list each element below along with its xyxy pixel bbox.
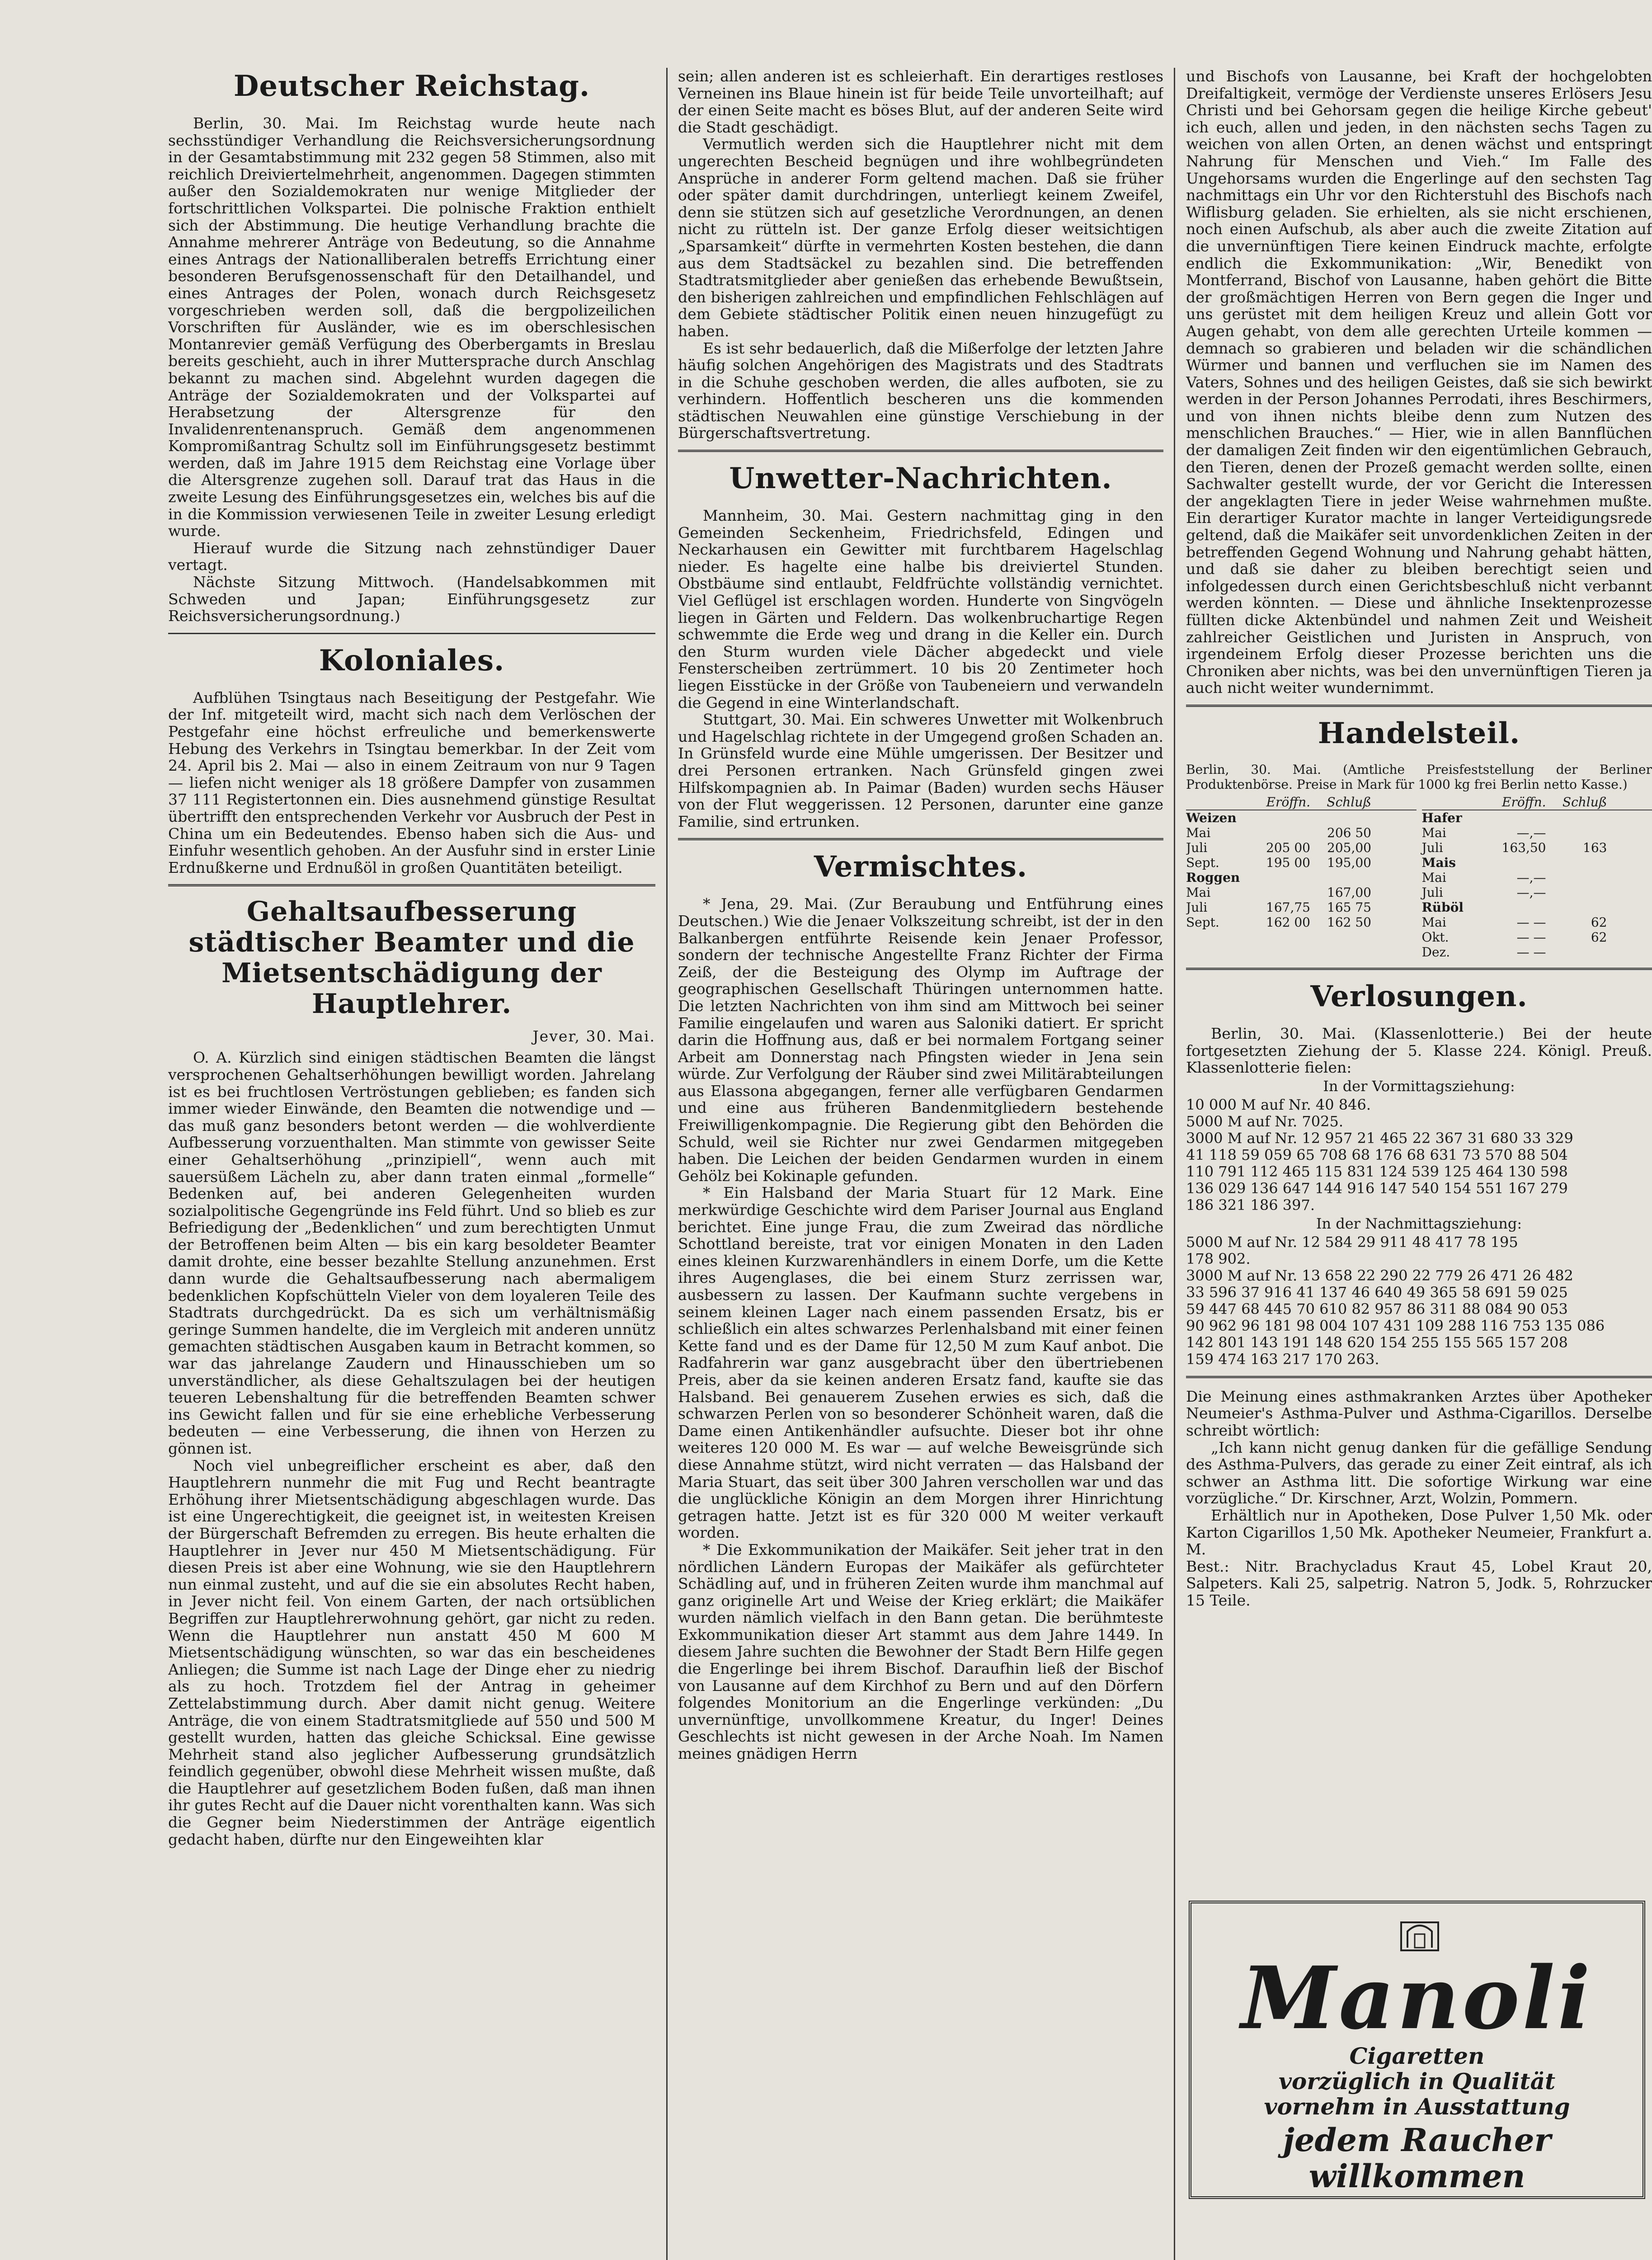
- market-row: [1186, 915, 1417, 930]
- lottery-line: 90 962 96 181 98 004 107 431 109 288 116 753 135 086: [1186, 1317, 1605, 1334]
- section-divider: [1186, 1376, 1652, 1378]
- commodity-name: Roggen: [1186, 870, 1240, 885]
- market-row: [1422, 900, 1652, 915]
- close-price: [1546, 825, 1607, 840]
- gehalt-continued-2: Vermutlich werden sich die Hauptlehrer nicht mit dem ungerechten Bescheid begnügen und ihre wohlbegründeten Ansprüche in anderer Form geltend machen. Daß sie früher oder später damit durchdringen, unterliegt keinem Zweifel, denn sie stützen sich auf gesetzliche Verordnungen, an denen nicht zu rütteln ist. Der ganze Erfolg dieser weitsichtigen „Sparsamkeit“ dürfte in vermehrten Kosten bestehen, die dann aus dem Stadtsäckel zu bezahlen sind. Die betreffenden Stadtratsmitglieder aber genießen das erhebende Bewußtsein, den bisherigen zahlreichen und empfindlichen Fehlschlägen auf dem Gebiete städtischer Politik einen neuen hinzugefügt zu haben.: [678, 135, 1163, 340]
- lottery-line: 5000 M auf Nr. 7025.: [1186, 1112, 1343, 1130]
- close-price: [1546, 855, 1607, 870]
- lottery-line: 10 000 M auf Nr. 40 846.: [1186, 1096, 1371, 1113]
- close-price: 206 50: [1327, 825, 1371, 840]
- open-price: —,—: [1516, 885, 1546, 900]
- col-close-label: Schluß: [1327, 794, 1371, 810]
- market-row: [1422, 810, 1652, 825]
- commodity-name: Juli: [1421, 840, 1443, 855]
- lottery-line: 59 447 68 445 70 610 82 957 86 311 88 084 90 053: [1186, 1300, 1568, 1318]
- gehalt-paragraph-2: Noch viel unbegreiflicher erscheint es aber, daß den Hauptlehrern nunmehr die mit Fug und Recht beantragte Erhöhung ihrer Mietsentschädigung abgeschlagen wurde. Das ist eine Ungerechtigkeit, die geeignet ist, in weitesten Kreisen der Bürgerschaft Befremden zu erregen. Bis heute erhalten die Hauptlehrer in Jever nur 450 M Mietsentschädigung. Für diesen Preis ist aber eine Wohnung, wie sie den Hauptlehrern nun einmal zusteht, und auf die sie ein absolutes Recht haben, in Jever nicht feil. Von einem Garten, der nach ortsüblichen Begriffen zur Hauptlehrerwohnung gehört, gar nicht zu reden. Wenn die Hauptlehrer nun anstatt 450 M 600 M Mietsentschädigung wünschten, so war das ein bescheidenes Anliegen; die Summe ist nach Lage der Dinge eher zu niedrig als zu hoch. Trotzdem fiel der Antrag in geheimer Zettelabstimmung durch. Aber damit nicht genug. Weitere Anträge, die von einem Stadtratsmitgliede auf 550 und 500 M gestellt wurden, hatten das gleiche Schicksal. Eine gewisse Mehrheit stand also jeglicher Aufbesserung grundsätzlich feindlich gegenüber, obwohl diese Mehrheit wissen mußte, daß die Hauptlehrer auf gesetzlichem Boden fußen, daß man ihnen ihr gutes Recht auf die Dauer nicht vorenthalten kann. Was sich die Gegner beim Niederstimmen der Anträge eigentlich gedacht haben, dürfte nur den Eingeweihten klar: [168, 1456, 655, 1848]
- section-divider: [678, 450, 1163, 452]
- market-header-row: [1186, 795, 1417, 810]
- market-row: [1422, 825, 1652, 840]
- commodity-name: Mais: [1421, 855, 1456, 870]
- market-intro: Berlin, 30. Mai. (Amtliche Preisfeststellung der Berliner Produktenbörse. Preise in Mark für 1000 kg frei Berlin netto Kasse.): [1186, 762, 1652, 792]
- close-price: [1546, 810, 1607, 825]
- commodity-name: Juli: [1421, 885, 1443, 900]
- section-divider: [1186, 968, 1652, 970]
- lottery-line: 178 902.: [1186, 1250, 1251, 1267]
- commodity-name: Dez.: [1421, 944, 1450, 960]
- commodity-name: Okt.: [1421, 929, 1449, 945]
- lottery-line: 159 474 163 217 170 263.: [1186, 1350, 1379, 1368]
- market-row: [1186, 900, 1417, 915]
- section-divider: [168, 633, 655, 634]
- col-open-label: Eröffn.: [1502, 794, 1546, 810]
- lottery-list: [1186, 1025, 1652, 1368]
- open-price: — —: [1516, 914, 1546, 930]
- commodity-name: Mai: [1421, 825, 1446, 840]
- column-1: [168, 68, 655, 2260]
- verlosungen-title: Verlosungen.: [1310, 979, 1528, 1013]
- gehalt-dateline: Jever, 30. Mai.: [532, 1027, 655, 1045]
- open-price: [1249, 870, 1310, 885]
- market-row: [1186, 885, 1417, 900]
- market-table-left: [1186, 795, 1417, 960]
- close-price: [1310, 810, 1371, 825]
- gehalt-continued-3: Es ist sehr bedauerlich, daß die Mißerfolge der letzten Jahre häufig solchen Angehörigen des Magistrats und des Stadtrats in die Schuhe geschoben werden, die alles aufboten, sie zu verhindern. Hoffentlich bescheren uns die kommenden städtischen Neuwahlen eine günstige Verschiebung in der Bürgerschaftsvertretung.: [678, 339, 1163, 442]
- market-table-right: [1422, 795, 1652, 960]
- close-price: [1310, 870, 1371, 885]
- commodity-name: Mai: [1421, 914, 1446, 930]
- commodity-name: Sept.: [1186, 855, 1219, 870]
- market-row: [1422, 945, 1652, 960]
- asthma-advertisement: [1186, 1388, 1652, 1609]
- unwetter-mannheim: Mannheim, 30. Mai. Gestern nachmittag ging in den Gemeinden Seckenheim, Friedrichsfeld, Edingen und Neckarhausen ein Gewitter mit furchtbarem Hagelschlag nieder. Es hagelte eine halbe bis dreiviertel Stunden. Obstbäume sind entlaubt, Feldfrüchte vollständig vernichtet. Viel Geflügel ist erschlagen worden. Hunderte von Singvögeln liegen in Gärten und Feldern. Das wolkenbruchartige Regen schwemmte die Erde weg und drang in die Keller ein. Durch den Sturm wurden viele Dächer abgedeckt und viele Fensterscheiben zertrümmert. 10 bis 20 Zentimeter hoch liegen Eisstücke in der Größe von Taubeneiern und verwandeln die Gegend in eine Winterlandschaft.: [678, 507, 1163, 711]
- unwetter-stuttgart: Stuttgart, 30. Mai. Ein schweres Unwetter mit Wolkenbruch und Hagelschlag richtete in der Umgegend großen Schaden an. In Grünsfeld wurde eine Mühle umgerissen. Der Besitzer und drei Personen ertranken. Nach Grünsfeld gingen zwei Hilfskompagnien ab. In Paimar (Baden) wurden sechs Häuser von der Flut weggerissen. 12 Personen, darunter eine ganze Familie, sind ertrunken.: [678, 711, 1163, 830]
- open-price: 162 00: [1266, 914, 1310, 930]
- market-row: [1186, 810, 1417, 825]
- lottery-line: 5000 M auf Nr. 12 584 29 911 48 417 78 195: [1186, 1233, 1518, 1251]
- market-row: [1186, 870, 1417, 885]
- close-price: [1546, 945, 1607, 960]
- open-price: [1485, 810, 1546, 825]
- commodity-name: Juli: [1186, 840, 1208, 855]
- open-price: [1249, 825, 1310, 840]
- manoli-advertisement: [1189, 1901, 1645, 2199]
- market-row: [1422, 885, 1652, 900]
- market-row: [1422, 930, 1652, 945]
- lottery-line: 136 029 136 647 144 916 147 540 154 551 167 279: [1186, 1179, 1568, 1197]
- open-price: — —: [1516, 944, 1546, 960]
- manoli-line-1: Cigaretten: [1349, 2043, 1485, 2069]
- section-divider: [678, 838, 1163, 840]
- lottery-line: 110 791 112 465 115 831 124 539 125 464 130 598: [1186, 1163, 1568, 1180]
- close-price: 195,00: [1327, 855, 1371, 870]
- commodity-name: Rüböl: [1421, 899, 1464, 915]
- vermischtes-maikaefer: * Die Exkommunikation der Maikäfer. Seit jeher trat in den nördlichen Ländern Europas der Maikäfer als gefürchteter Schädling auf, und in früheren Zeiten wurde ihm manchmal auf ganz originelle Art und Weise der Krieg erklärt; die Maikäfer wurden nämlich vielfach in den Bann getan. Die berühmteste Exkommunikation dieser Art stammt aus dem Jahre 1449. In diesem Jahre suchten die Bewohner der Stadt Bern Hilfe gegen die Engerlinge bei ihrem Bischof. Daraufhin ließ der Bischof von Lausanne auf dem Kirchhof zu Bern und auf den Dörfern folgendes Monitorium an die Engerlinge verkünden: „Du unvernünftige, unvollkommene Kreatur, du Inger! Deines Geschlechts ist nicht gewesen in der Arche Noah. Im Namen meines gnädigen Herrn: [678, 1540, 1163, 1763]
- open-price: —,—: [1516, 870, 1546, 885]
- market-prices: [1186, 762, 1652, 960]
- manoli-line-2: vorzüglich in Qualität: [1278, 2068, 1556, 2095]
- vermischtes-halsband: * Ein Halsband der Maria Stuart für 12 Mark. Eine merkwürdige Geschichte wird dem Pariser Journal aus England berichtet. Eine junge Frau, die zum Zweirad das nördliche Schottland bereiste, trat vor einigen Monaten in den Laden eines kleinen Kurzwarenhändlers in einem Dorfe, um die Kette ihres Augenglases, die bei einem Sturz zerrissen war, ausbessern zu lassen. Der Kaufmann suchte vergebens in seinem kleinen Lager nach einem passenden Ersatz, bis er schließlich ein altes schwarzes Perlenhalsband mit einer feinen Kette fand und es der Dame für 12,50 M zum Kauf anbot. Die Radfahrerin war ganz ausgebracht über den übertriebenen Preis, aber da sie keinen anderen Ersatz fand, kaufte sie das Halsband. Bei genauerem Zusehen erwies es sich, daß die schwarzen Perlen von so besonderer Schönheit waren, daß die Dame einen Antikenhändler aufsuchte. Dieser bot ihr ohne weiteres 120 000 M. Es war — auf welche Beweisgründe sich diese Annahme stützt, wird nicht verraten — das Halsband der Maria Stuart, das seit über 300 Jahren verschollen war und das die unglückliche Königin an dem Morgen ihrer Hinrichtung getragen hatte. Jetzt ist es für 320 000 M weiter verkauft worden.: [678, 1184, 1163, 1542]
- reichstag-text-3: Nächste Sitzung Mittwoch. (Handelsabkommen mit Schweden und Japan; Einführungsgesetz zur Reichsversicherungsordnung.): [168, 573, 655, 625]
- manoli-emblem-icon: [1399, 1916, 1440, 1952]
- lottery-line: 186 321 186 397.: [1186, 1196, 1315, 1214]
- market-row: [1422, 870, 1652, 885]
- commodity-name: Sept.: [1186, 914, 1219, 930]
- open-price: — —: [1516, 929, 1546, 945]
- market-row: [1422, 840, 1652, 855]
- close-price: 163: [1583, 840, 1607, 855]
- reichstag-text-2: Hierauf wurde die Sitzung nach zehnstündiger Dauer vertagt.: [168, 539, 655, 574]
- column-2: [678, 68, 1163, 2260]
- open-price: 195 00: [1266, 855, 1310, 870]
- gehalt-title: Gehaltsaufbesserung städtischer Beamter und die Mietsentschädigung der Hauptlehrer.: [188, 896, 635, 1020]
- lottery-line: 41 118 59 059 65 708 68 176 68 631 73 570 88 504: [1186, 1146, 1568, 1163]
- column-divider: [666, 68, 668, 2260]
- market-header-row: [1422, 795, 1652, 810]
- manoli-brand: Manoli: [1241, 1948, 1593, 2048]
- vermischtes-jena: * Jena, 29. Mai. (Zur Beraubung und Entführung eines Deutschen.) Wie die Jenaer Volkszeitung schreibt, ist der in den Balkanbergen entführte Reisende kein Jenaer Professor, sondern der technische Angestellte Franz Richter der Firma Zeiß, der die Besteigung des Olymp im Auftrage der geographischen Gesellschaft Thüringen unternommen hatte. Die letzten Nachrichten von ihm sind am Mittwoch bei seiner Familie eingelaufen und waren aus Saloniki datiert. Er spricht darin die Hoffnung aus, daß er bei normalem Fortgang seiner Arbeit am Donnerstag nach Pfingsten wieder in Jena sein würde. Zur Verfolgung der Räuber sind zwei Militärabteilungen aus Elassona abgegangen, ferner alle verfügbaren Gendarmen und eine aus früheren Bandenmitgliedern bestehende Freiwilligenkompagnie. Die Regierung gibt den Behörden die Schuld, weil sie Richter nur zwei Gendarmen mitgegeben haben. Die Leichen der beiden Gendarmen wurden in einem Gehölz bei Kokinaple gefunden.: [678, 895, 1163, 1185]
- close-price: [1546, 870, 1607, 885]
- commodity-name: Juli: [1186, 899, 1208, 915]
- close-price: 165 75: [1327, 899, 1371, 915]
- asthma-ad-ingredients: Best.: Nitr. Brachycladus Kraut 45, Lobel Kraut 20, Salpeters. Kali 25, salpetrig. Natron 5, Jodk. 5, Rohrzucker 15 Teile.: [1186, 1557, 1652, 1609]
- col-close-label: Schluß: [1562, 794, 1607, 810]
- asthma-ad-text-2: Erhältlich nur in Apotheken, Dose Pulver 1,50 Mk. oder Karton Cigarillos 1,50 Mk. Apotheker Neumeier, Frankfurt a. M.: [1186, 1506, 1652, 1558]
- lottery-morning-heading: In der Vormittagsziehung:: [1323, 1077, 1515, 1095]
- close-price: 162 50: [1327, 914, 1371, 930]
- lottery-line: 142 801 143 191 148 620 154 255 155 565 157 208: [1186, 1333, 1568, 1351]
- reichstag-title: Deutscher Reichstag.: [233, 69, 590, 103]
- close-price: 205,00: [1327, 840, 1371, 855]
- market-row: [1422, 855, 1652, 870]
- lottery-line: 33 596 37 916 41 137 46 640 49 365 58 691 59 025: [1186, 1283, 1568, 1301]
- manoli-line-3: vornehm in Ausstattung: [1264, 2093, 1570, 2120]
- open-price: [1249, 885, 1310, 900]
- open-price: [1485, 900, 1546, 915]
- close-price: 62: [1591, 929, 1607, 945]
- lottery-morning-lines: [1186, 1097, 1652, 1214]
- lottery-line: 3000 M auf Nr. 13 658 22 290 22 779 26 471 26 482: [1186, 1267, 1573, 1284]
- close-price: [1546, 885, 1607, 900]
- close-price: [1546, 900, 1607, 915]
- koloniales-title: Koloniales.: [319, 643, 505, 678]
- market-row: [1186, 825, 1417, 840]
- commodity-name: Mai: [1186, 885, 1211, 900]
- koloniales-text: Aufblühen Tsingtaus nach Beseitigung der Pestgefahr. Wie der Inf. mitgeteilt wird, macht sich nach dem Verlöschen der Pestgefahr eine höchst erfreuliche und bemerkenswerte Hebung des Verkehrs in Tsingtau bemerkbar. In der Zeit vom 24. April bis 2. Mai — also in einem Zeitraum von nur 9 Tagen — liefen nicht weniger als 18 größere Dampfer von zusammen 37 111 Registertonnen ein. Dies ausnehmend günstige Resultat übertrifft den entsprechenden Verkehr vor Ausbruch der Pest in China um ein Bedeutendes. Ebenso haben sich die Aus- und Einfuhr wesentlich gehoben. An der Ausfuhr sind in erster Linie Erdnußkerne und Erdnußöl in großen Quantitäten beteiligt.: [168, 688, 655, 876]
- column-divider: [1174, 68, 1175, 2260]
- open-price: —,—: [1516, 825, 1546, 840]
- open-price: 163,50: [1501, 840, 1546, 855]
- commodity-name: Mai: [1421, 870, 1446, 885]
- gehalt-continued-1: sein; allen anderen ist es schleierhaft. Ein derartiges restloses Verneinen ins Blaue hinein ist für beide Teile unvorteilhaft; auf der einen Seite macht es böses Blut, auf der anderen Seite wird die Stadt geschädigt.: [678, 68, 1163, 136]
- reichstag-text: Berlin, 30. Mai. Im Reichstag wurde heute nach sechsstündiger Verhandlung die Reichsversicherungsordnung in der Gesamtabstimmung mit 232 gegen 58 Stimmen, also mit reichlich Dreiviertelmehrheit, angenommen. Dagegen stimmten außer den Sozialdemokraten nur wenige Mitglieder der fortschrittlichen Volkspartei. Die polnische Fraktion enthielt sich der Abstimmung. Die heutige Verhandlung brachte die Annahme mehrerer Anträge von Bedeutung, so die Annahme eines Antrags der Nationalliberalen betreffs Errichtung einer besonderen Berufsgenossenschaft für den Detailhandel, und eines Antrages der Polen, wonach durch Reichsgesetz vorgeschrieben werden soll, daß die bergpolizeilichen Vorschriften für Ausländer, wie es im oberschlesischen Montanrevier gemäß Verfügung des Oberbergamts in Breslau bereits geschieht, auch in ihrer Muttersprache durch Anschlag bekannt zu machen sind. Abgelehnt wurden dagegen die Anträge der Sozialdemokraten und der Volkspartei auf Herabsetzung der Altersgrenze für den Invalidenrentenanspruch. Gemäß dem angenommenen Kompromißantrag Schultz soll im Einführungsgesetz bestimmt werden, daß im Jahre 1915 dem Reichstag eine Vorlage über die Altersgrenze zugehen soll. Darauf trat das Haus in die zweite Lesung des Einführungsgesetzes ein, welches bis auf die in die Kommission verwiesenen Teile in zweiter Lesung erledigt wurde.: [168, 114, 655, 540]
- maikaefer-continued: und Bischofs von Lausanne, bei Kraft der hochgelobten Dreifaltigkeit, vermöge der Verdienste unseres Erlösers Jesu Christi und bei Gehorsam gegen die heilige Kirche gebeut' ich euch, allen und jeden, in den nächsten sechs Tagen zu weichen von allen Orten, an denen wächst und entspringt Nahrung für Menschen und Vieh.“ Im Falle des Ungehorsams wurden die Engerlinge auf den sechsten Tag nachmittags ein Uhr vor den Richterstuhl des Bischofs nach Wiflisburg geladen. Sie erhielten, als sie nicht erschienen, noch einen Aufschub, als aber auch die zweite Zitation auf die unvernünftigen Tiere keinen Eindruck machte, erfolgte endlich die Exkommunikation: „Wir, Benedikt von Montferrand, Bischof von Lausanne, haben gehört die Bitte der großmächtigen Herren von Bern gegen die Inger und uns gerüstet mit dem heiligen Kreuz und allein Gott vor Augen gehabt, von dem alle gerechten Urteile kommen — demnach so grabieren und beladen wir die schändlichen Würmer und bannen und verfluchen sie im Namen des Vaters, Sohnes und des heiligen Geistes, daß sie sich bewirkt werden in der Person Johannes Perrodati, ihres Beschirmers, und von ihnen nichts bleibe denn zum Nutzen des menschlichen Brauches.“ — Hier, wie in allen Bannflüchen der damaligen Zeit finden wir den eigentümlichen Gebrauch, den Tieren, denen der Prozeß gemacht werden sollte, einen Sachwalter gestellt wurde, der vor Gericht die Interessen der angeklagten Tiere in jeder Weise wahrnehmen mußte. Ein derartiger Kurator machte in langer Verteidigungsrede geltend, daß die Maikäfer seit unvordenklichen Zeiten in der betreffenden Gegend Wohnung und Nahrung gehabt hätten, und daß sie daher zu bleiben berechtigt seien und infolgedessen durch einen Gerichtsbeschluß nicht verbannt werden könnten. — Diese und ähnliche Insektenprozesse füllten dicke Aktenbündel und nahmen Zeit und Weisheit zahlreicher Geistlichen und Juristen in Anspruch, von irgendeinem Erfolg dieser Prozesse berichten uns die Chroniken aber nichts, was bei den unvernünftigen Tieren ja auch nicht weiter wundernimmt.: [1186, 68, 1652, 697]
- close-price: 167,00: [1327, 885, 1371, 900]
- market-row: [1186, 840, 1417, 855]
- unwetter-title: Unwetter-Nachrichten.: [729, 461, 1112, 496]
- commodity-name: Hafer: [1421, 810, 1462, 825]
- commodity-name: Mai: [1186, 825, 1211, 840]
- manoli-line-4: jedem Raucher willkommen: [1283, 2121, 1551, 2195]
- open-price: 167,75: [1266, 899, 1310, 915]
- open-price: [1249, 810, 1310, 825]
- open-price: 205 00: [1266, 840, 1310, 855]
- lottery-afternoon-lines: [1186, 1234, 1652, 1368]
- gehalt-paragraph-1: O. A. Kürzlich sind einigen städtischen Beamten die längst versprochenen Gehaltserhöhungen bewilligt worden. Jahrelang ist es bei fruchtlosen Vertröstungen geblieben; es fanden sich immer wieder Einwände, den Beamten die notwendige und — das muß ganz besonders betont werden — die wohlverdiente Aufbesserung vorzuenthalten. Man stimmte von gewisser Seite einer Gehaltserhöhung „prinzipiell“, wenn auch mit sauersüßem Lächeln zu, aber dann traten einmal „formelle“ Bedenken auf, bei anderen Gelegenheiten wurden sozialpolitische Gegengründe ins Feld führt. Und so blieb es zur Befriedigung der „Bedenklichen“ und zum berechtigten Unmut der Betroffenen beim Alten — bis ein karg besoldeter Beamter damit drohte, eine besser bezahlte Stellung anzunehmen. Erst dann wurde die Gehaltsaufbesserung nach abermaligem bedenklichen Kopfschütteln Vieler von dem loyaleren Teile des Stadtrats durchgedrückt. Da es sich um verhältnismäßig geringe Summen handelte, die im Vergleich mit anderen unnütz gemachten städtischen Ausgaben kaum in Betracht kommen, so war das jahrelange Zaudern und Hinausschieben um so unverständlicher, als diese Gehaltszulagen bei der heutigen teueren Lebenshaltung für die betreffenden Beamten schwer ins Gewicht fallen und für sie eine erhebliche Verbesserung bedeuten — eine Verbesserung, die ihnen von Herzen zu gönnen ist.: [168, 1049, 655, 1457]
- section-divider: [1186, 705, 1652, 707]
- vermischtes-title: Vermischtes.: [814, 850, 1028, 884]
- market-table: [1186, 795, 1652, 960]
- market-row: [1422, 915, 1652, 930]
- open-price: [1485, 855, 1546, 870]
- commodity-name: Weizen: [1186, 810, 1237, 825]
- col-open-label: Eröffn.: [1266, 794, 1310, 810]
- close-price: 62: [1591, 914, 1607, 930]
- lottery-afternoon-heading: In der Nachmittagsziehung:: [1316, 1215, 1522, 1232]
- section-divider: [168, 884, 655, 886]
- asthma-ad-text: Die Meinung eines asthmakranken Arztes über Apotheker Neumeier's Asthma-Pulver und Asthma-Cigarillos. Derselbe schreibt wörtlich:: [1186, 1387, 1652, 1439]
- lottery-line: 3000 M auf Nr. 12 957 21 465 22 367 31 680 33 329: [1186, 1129, 1573, 1147]
- asthma-ad-quote: „Ich kann nicht genug danken für die gefällige Sendung des Asthma-Pulvers, das gerade zu einer Zeit eintraf, als ich schwer an Asthma litt. Die sofortige Wirkung war eine vorzügliche.“ Dr. Kirschner, Arzt, Wolzin, Pommern.: [1186, 1438, 1652, 1507]
- market-row: [1186, 855, 1417, 870]
- lottery-intro: Berlin, 30. Mai. (Klassenlotterie.) Bei der heute fortgesetzten Ziehung der 5. Klasse 224. Königl. Preuß. Klassenlotterie fielen:: [1186, 1024, 1652, 1077]
- handel-title: Handelsteil.: [1318, 716, 1520, 750]
